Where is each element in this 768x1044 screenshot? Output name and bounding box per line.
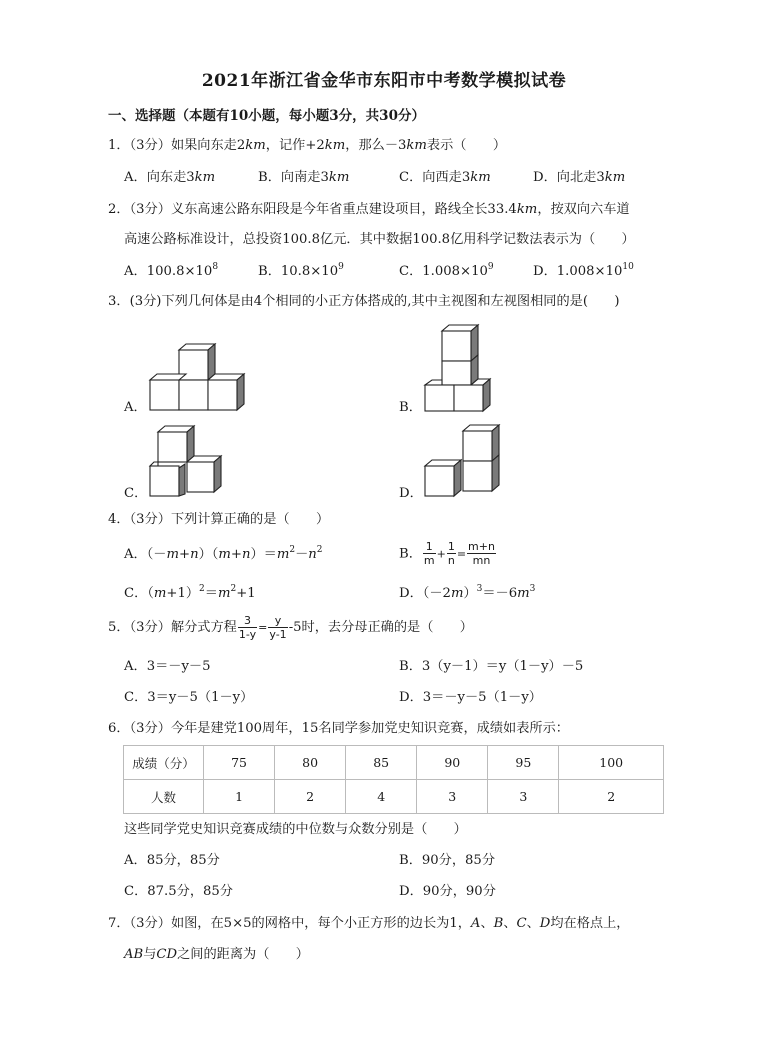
q5-option-b[interactable]: B．3（y－1）＝y（1－y）－5 [399,659,584,674]
table-header-cell: 人数 [124,780,204,814]
question-4: 4．（3分）下列计算正确的是（ ） [108,512,330,527]
table-cell: 90 [417,746,488,780]
q3-option-d[interactable]: D． [399,486,423,501]
question-6-prompt: 这些同学党史知识竞赛成绩的中位数与众数分别是（ ） [124,822,467,837]
table-cell: 1 [204,780,275,814]
q3-figure-d [423,424,505,498]
q4-option-c[interactable]: C．$(m+1)^2=m^2+1$ [124,584,256,601]
page-title: 2021年浙江省金华市东阳市中考数学模拟试卷 [201,71,567,91]
q3-option-b[interactable]: B． [399,400,422,415]
q2-option-b[interactable]: B．$10.8\times 10^9$ [258,262,344,279]
question-1: 1．（3分）如果向东走2km，记作+2km，那么－3km表示（ ） [108,138,507,153]
question-2-line-2: 高速公路标准设计，总投资100.8亿元．其中数据100.8亿用科学记数法表示为（ ） [124,232,635,247]
q5-option-a[interactable]: A．3＝－y－5 [124,659,211,674]
section-heading: 一、选择题（本题有10小题，每小题3分，共30分） [108,108,425,124]
q4-option-a[interactable]: A．$(-m+n)(m+n)=m^2-n^2$ [124,545,323,562]
table-cell: 2 [275,780,346,814]
table-cell: 80 [275,746,346,780]
q6-option-b[interactable]: B．90分，85分 [399,853,496,868]
table-cell: 2 [559,780,664,814]
q2-option-d[interactable]: D．$1.008\times 10^{10}$ [533,262,634,279]
table-cell: 75 [204,746,275,780]
q2-option-a[interactable]: A．$100.8\times 10^8$ [124,262,219,279]
table-cell: 3 [417,780,488,814]
score-table [123,745,664,814]
q1-option-b[interactable]: B．向南走3km [258,170,350,185]
table-cell: 95 [488,746,559,780]
table-cell: 4 [346,780,417,814]
q3-figure-a [148,343,250,413]
table-row [124,746,664,780]
q4-option-d[interactable]: D．$(-2m)^3=-6m^3$ [399,584,536,601]
table-row [124,780,664,814]
question-6: 6．（3分）今年是建党100周年，15名同学参加党史知识竞赛，成绩如表所示： [108,721,569,736]
table-cell: 100 [559,746,664,780]
q6-option-a[interactable]: A．85分，85分 [124,853,220,868]
q4-option-b[interactable]: B． $\frac{1}{m}$ + $\frac{1}{n}$ = $\frac{m+n}{mn}$ [399,540,495,567]
q5-option-d[interactable]: D．3＝－y－5（1－y） [399,690,542,705]
q6-option-d[interactable]: D．90分，90分 [399,884,496,899]
q6-option-c[interactable]: C．87.5分，85分 [124,884,233,899]
q3-option-a[interactable]: A． [124,400,147,415]
q2-option-c[interactable]: C．$1.008\times 10^9$ [399,262,494,279]
q1-option-c[interactable]: C．向西走3km [399,170,491,185]
q3-option-c[interactable]: C． [124,486,148,501]
question-7-line-1: 7．（3分）如图，在5×5的网格中，每个小正方形的边长为1，A、B、C、D均在格点上， [108,916,630,931]
table-cell: 85 [346,746,417,780]
q3-figure-b [423,323,495,413]
q1-option-d[interactable]: D．向北走3km [533,170,626,185]
question-3: 3．(3分)下列几何体是由4个相同的小正方体搭成的,其中主视图和左视图相同的是( ) [108,294,620,309]
table-cell: 3 [488,780,559,814]
question-7-line-2: AB与CD之间的距离为（ ） [124,947,309,962]
q1-option-a[interactable]: A．向东走3km [124,170,216,185]
question-2-line-1: 2．（3分）义东高速公路东阳段是今年省重点建设项目，路线全长33.4km，按双向六车道 [108,202,630,217]
q5-option-c[interactable]: C．3＝y－5（1－y） [124,690,254,705]
q3-figure-c [148,424,228,498]
question-5: 5．（3分）解分式方程 $\frac{3}{1-y}$ = $\frac{y}{y-1}$ -5时，去分母正确的是（ ） [108,614,473,641]
table-header-cell: 成绩（分） [124,746,204,780]
